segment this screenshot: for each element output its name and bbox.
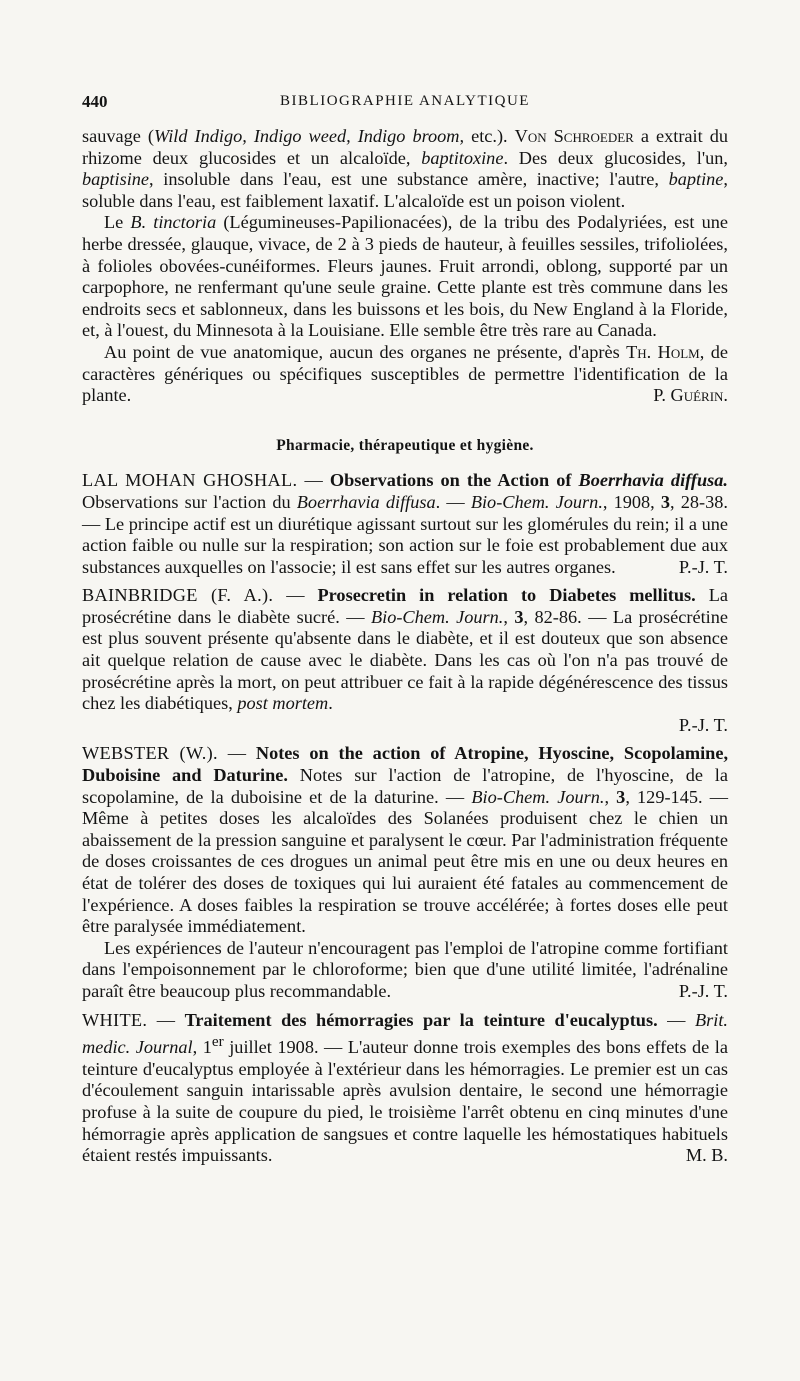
- signature: P. Guérin.: [653, 385, 728, 406]
- signature: P.-J. T.: [678, 980, 728, 1001]
- entry-bainbridge: BAINBRIDGE (F. A.). — Prosecretin in relation to Diabetes mellitus. La prosécrétine dans le diabète sucré. — Bio-Chem. Journ., 3, 82-86. — La prosécrétine est plus souvent présente qu'absente dans le diabète, et il est douteux que son absence ait quelque relation de cause avec le diabète. Dans les cas où l'on n'a pas trouvé de prosécrétine après la mort, on peut attribuer ce fait à la rapide dégénérescence des tissus chez les diabétiques, post mortem.: [82, 585, 729, 714]
- entry-author: WEBSTER (W.).: [82, 743, 218, 764]
- paragraph-wild-indigo: sauvage (Wild Indigo, Indigo weed, Indigo broom, etc.). Von Schroeder a extrait du rhizome deux glucosides et un alcaloïde, baptitoxine. Des deux glucosides, l'un, baptisine, insoluble dans l'eau, est une substance amère, inactive; l'autre, baptine, soluble dans l'eau, est faiblement laxatif. L'alcaloïde est un poison violent.: [82, 126, 728, 211]
- author-name: Th. Holm: [626, 341, 700, 362]
- section-title: Pharmacie, thérapeutique et hygiène.: [276, 436, 534, 454]
- paragraph-anatomy: Au point de vue anatomique, aucun des organes ne présente, d'après Th. Holm, de caractères génériques ou spécifiques susceptibles de permettre l'identification de la plante. P. Guérin.: [82, 341, 728, 406]
- entry-author: BAINBRIDGE (F. A.).: [82, 585, 274, 606]
- running-title: BIBLIOGRAPHIE ANALYTIQUE: [280, 93, 530, 109]
- entry-title: Traitement des hémorragies par la teinture d'eucalyptus.: [184, 1009, 658, 1030]
- entry-title: Notes on the action of Atropine, Hyoscine, Scopolamine, Duboisine and Daturine.: [82, 743, 729, 786]
- page-number: 440: [82, 92, 108, 111]
- paragraph-tinctoria: Le B. tinctoria (Légumineuses-Papilionacées), de la tribu des Podalyriées, est une herbe dressée, glauque, vivace, de 2 à 3 pieds de hauteur, à feuilles sessiles, trifoliolées, à folioles obovées-cunéiformes. Fleurs jaunes. Fruit arrondi, oblong, supporté par un carpophore, ne renfermant qu'une seule graine. Cette plante est très commune dans les endroits secs et sablonneux, dans les buissons et les bois, du New England à la Floride, et, à l'ouest, du Minnesota à la Louisiane. Elle semble être très rare au Canada.: [82, 212, 729, 341]
- paragraph-webster-continued: Les expériences de l'auteur n'encouragent pas l'emploi de l'atropine comme fortifiant dans l'empoisonnement par le chloroforme; bien que d'une utilité limitée, l'adrénaline paraît être beaucoup plus recommandable. P.-J. T.: [82, 937, 728, 1001]
- entry-ghoshal: LAL MOHAN GHOSHAL. — Observations on the Action of Boerrhavia diffusa. Observations sur l'action du Boerrhavia diffusa. — Bio-Chem. Journ., 1908, 3, 28-38. — Le principe actif est un diurétique agissant surtout sur les glomérules du rein; il a une action faible ou nulle sur la respiration; son action sur le foie est probablement due aux substances auxquelles on l'associe; il est sans effet sur les autres organes. P.-J. T.: [82, 470, 728, 577]
- entry-webster: WEBSTER (W.). — Notes on the action of Atropine, Hyoscine, Scopolamine, Duboisine and Daturine. Notes sur l'action de l'atropine, de l'hyoscine, de la scopolamine, de la duboisine et de la daturine. — Bio-Chem. Journ., 3, 129-145. — Même à petites doses les alcaloïdes des Solanées produisent chez le chien un abaissement de la pression sanguine et paralysent le cœur. Par l'administration fréquente de doses croissantes de ces drogues un animal peut être mis en une ou deux heures en état de tolérer des doses de toxiques qui lui auraient été fatales au commencement de l'expérience. A doses faibles la respiration se trouve accélérée; à fortes doses elle peut être paralysée immédiatement.: [82, 743, 729, 937]
- entry-title: Observations on the Action of: [329, 470, 579, 491]
- signature: P.-J. T.: [678, 714, 728, 735]
- text-column: [82, 126, 728, 1167]
- author-name: Von Schroeder: [514, 126, 634, 146]
- entry-title: Prosecretin in relation to Diabetes mellitus.: [317, 585, 696, 606]
- entry-author: WHITE.: [82, 1009, 148, 1030]
- signature: P.-J. T.: [678, 556, 728, 577]
- running-header: [82, 92, 728, 114]
- entry-white: WHITE. — Traitement des hémorragies par la teinture d'eucalyptus. — Brit. medic. Journal, 1er juillet 1908. — L'auteur donne trois exemples des bons effets de la teinture d'eucalyptus employée à l'extérieur dans les hémorragies. Le premier est un cas d'écoulement sanguin intarissable après avulsion dentaire, le second une hémorragie profuse à la suite de coupure du pied, le troisième l'arrêt obtenu en cinq minutes d'une hémorragie après application de sangsues et contre laquelle les hémostatiques habituels étaient restés impuissants. M. B.: [82, 1009, 728, 1166]
- entry-author: LAL MOHAN GHOSHAL.: [82, 470, 298, 491]
- signature: M. B.: [685, 1145, 728, 1166]
